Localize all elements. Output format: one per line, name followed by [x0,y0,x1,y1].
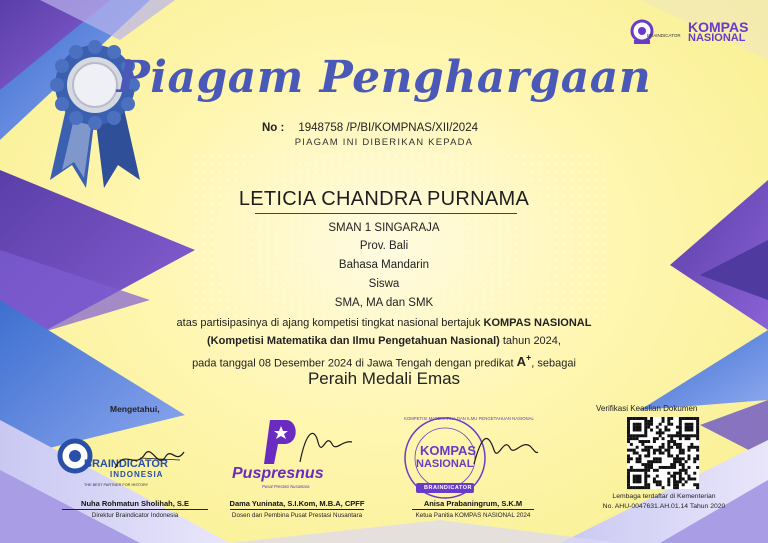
puspresnus-tagline: Pusat Prestasi Nusantara [262,484,310,489]
body-line-1 [0,315,768,333]
signer-name: Nuha Rohmatun Sholihah, S.E [81,499,189,508]
legal-line-2: No. AHU-0047631.AH.01.14 Tahun 2020 [602,502,726,510]
participant-role: Siswa [368,278,400,290]
award-title: Peraih Medali Emas [307,369,461,388]
subject: Bahasa Mandarin [338,259,430,271]
event-name: KOMPAS NASIONAL [483,317,592,329]
legal-line-1: Lembaga terdaftar di Kementerian [612,493,716,500]
kompas-seal-line2: NASIONAL [416,458,474,470]
legal-registration [576,492,752,511]
grade-letter: A [516,354,526,370]
certificate-number: 1948758 /P/BI/KOMPNAS/XII/2024 [298,122,478,134]
signer-name: Anisa Prabaningrum, S.K.M [423,499,523,508]
puspresnus-logo-text: Puspresnus [232,465,324,482]
province: Prov. Bali [359,240,409,252]
grade [517,354,532,369]
event-full-name: (Kompetisi Matematika dan Ilmu Pengetahuan Nasional) [207,334,500,347]
certificate-number-line [262,122,478,134]
recipient-name: LETICIA CHANDRA PURNAMA [238,188,530,210]
number-label: No : [262,122,285,134]
body-line-3-text: pada tanggal 08 Desember 2024 di Jawa Tengah dengan predikat [192,357,514,370]
given-to-label: PIAGAM INI DIBERIKAN KEPADA [294,137,474,148]
acknowledged-label: Mengetahui, [110,404,160,414]
signature-line [230,509,364,510]
body-line-2 [0,333,768,351]
kompas-seal-ring-text: KOMPETISI MATEMATIKA DAN ILMU PENGETAHUAN NASIONAL [404,416,534,421]
verification-label: Verifikasi Keaslian Dokumen [596,404,698,413]
signer-title: Direktur Braindicator Indonesia [91,512,179,519]
kompas-logo-line1: KOMPAS [688,19,749,35]
signer-name: Dama Yuninata, S.I.Kom, M.B.A, CPFF [229,499,365,508]
body-line-3-suffix: , sebagai [531,357,576,370]
kompas-seal-banner: BRAINDICATOR [424,485,472,491]
name-underline [255,213,517,214]
qr-code-icon[interactable] [627,417,699,489]
signer-title: Ketua Panitia KOMPAS NASIONAL 2024 [415,512,531,519]
certificate-title: Piagam Penghargaan [116,52,652,103]
braindicator-logo-icon [55,438,95,476]
education-level: SMA, MA dan SMK [334,297,434,309]
kompas-seal-line1: KOMPAS [420,443,477,458]
braindicator-tagline: THE BEST PARTNER FOR HISTORY [84,483,149,487]
signer-title: Dosen dan Pembina Pusat Prestasi Nusantara [231,512,363,519]
signature-icon [110,440,190,480]
signature-line [62,509,208,510]
school-name: SMAN 1 SINGARAJA [328,222,440,234]
kompas-logo-line2: NASIONAL [688,32,746,44]
braindicator-small-text: BRAINDICATOR [647,33,681,38]
body-line-1-text: atas partisipasinya di ajang kompetisi tingkat nasional bertajuk [176,317,481,329]
signature-icon [470,428,540,468]
signature-icon [296,422,356,466]
braindicator-logo-text: BRAINDICATOR [84,458,168,470]
braindicator-logo-sub: INDONESIA [110,470,164,479]
grade-plus: + [526,353,532,363]
body-line-2-text: tahun 2024, [502,334,561,347]
certificate-body [0,315,768,373]
signature-line [412,509,534,510]
